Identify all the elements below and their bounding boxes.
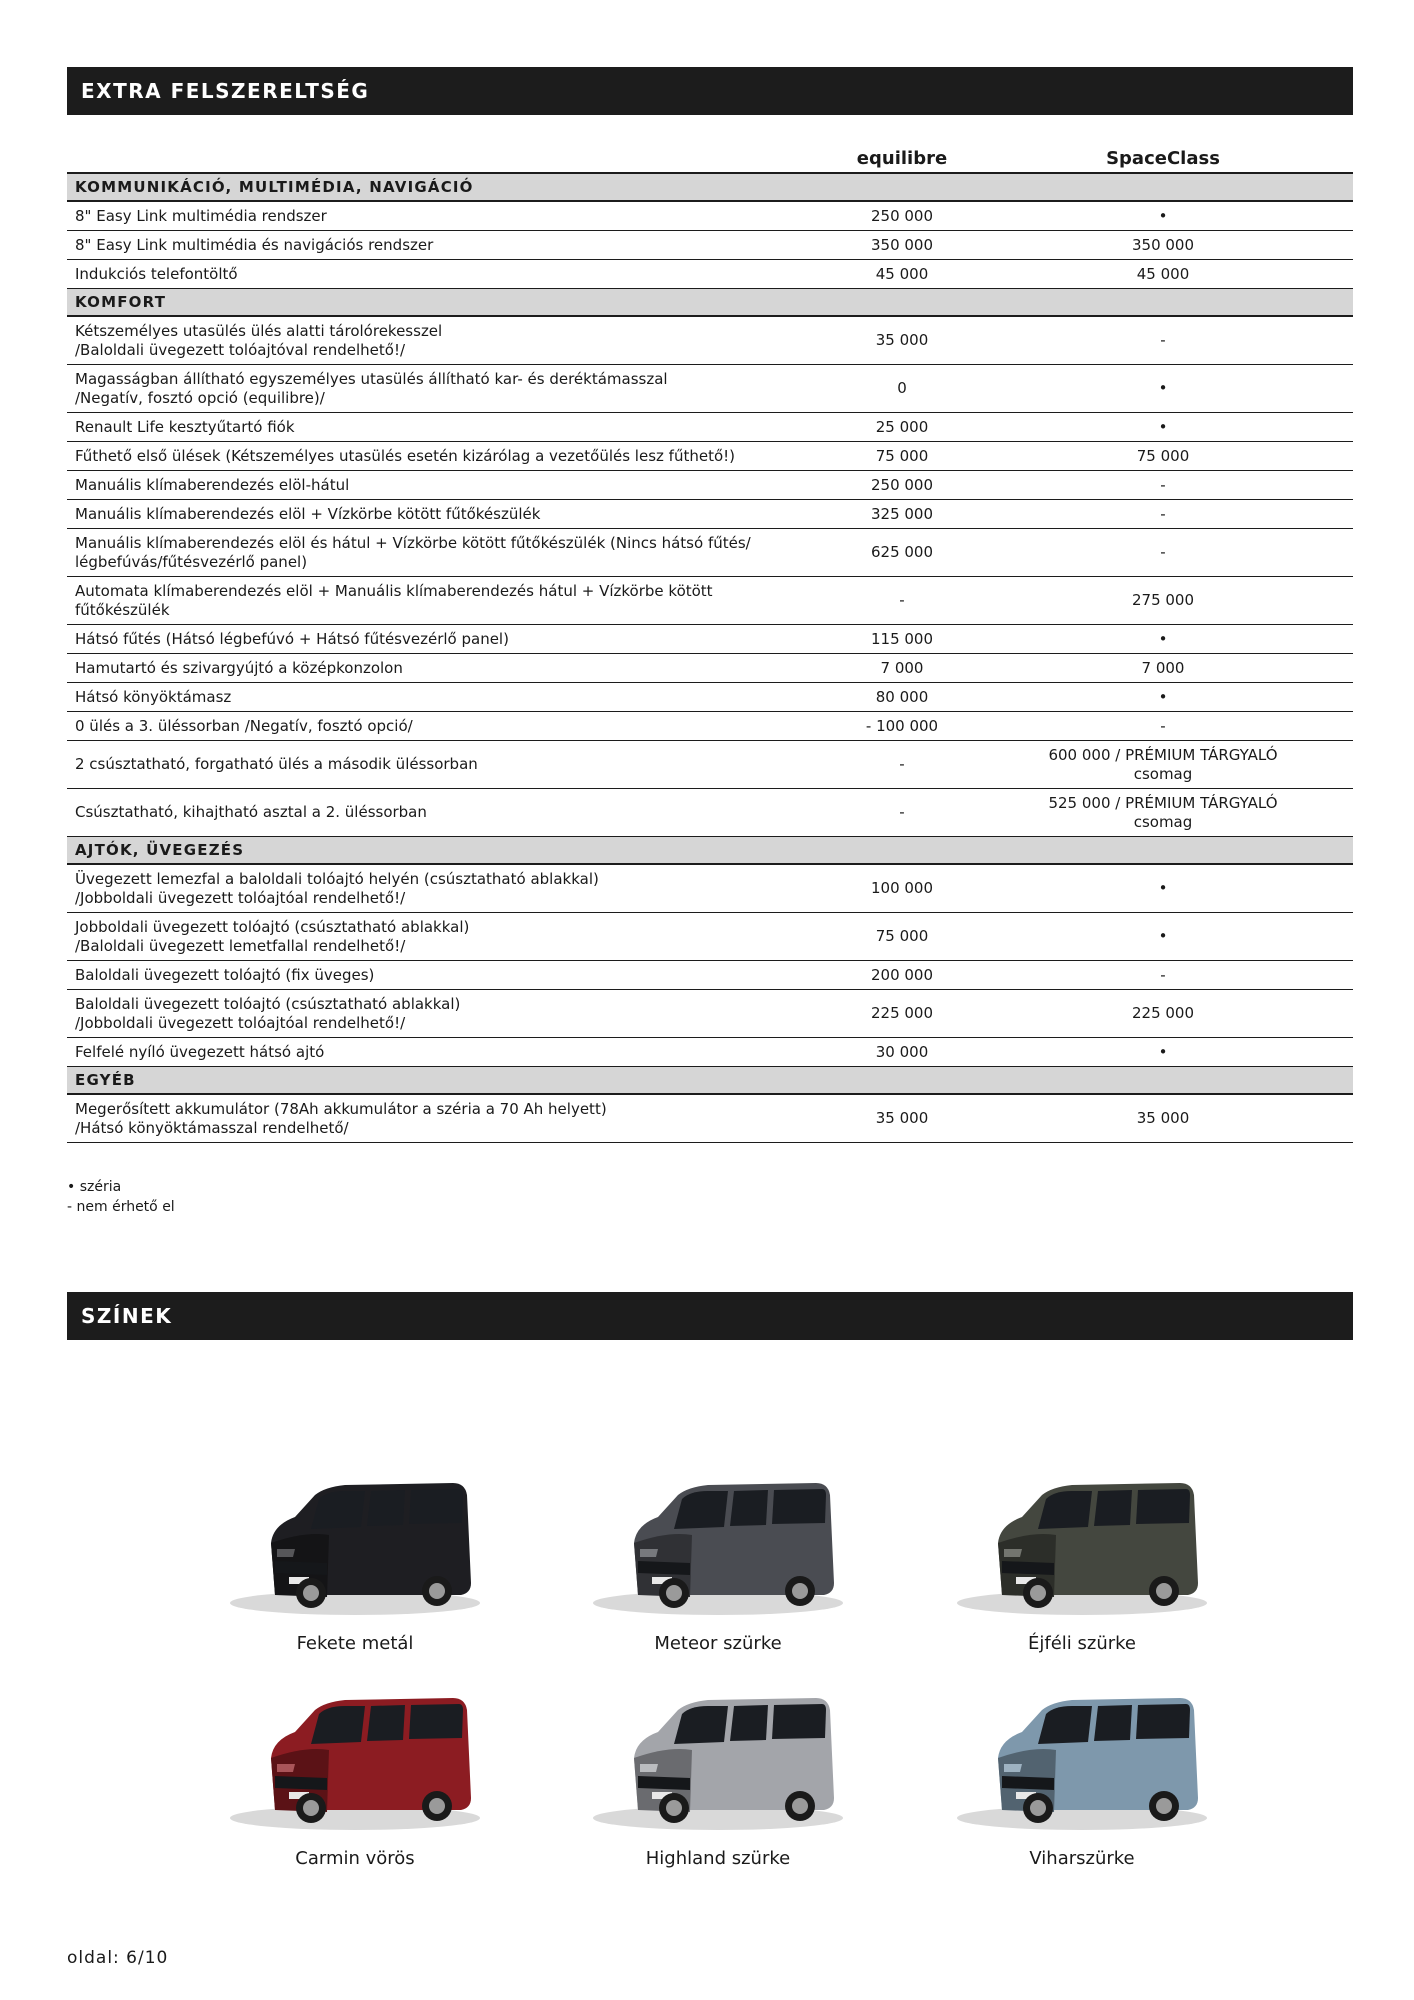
color-swatch [932,1465,1232,1654]
price-spaceclass: - [1160,504,1166,523]
price-spaceclass: • [1158,1042,1168,1061]
category-communication: KOMMUNIKÁCIÓ, MULTIMÉDIA, NAVIGÁCIÓ [67,174,1353,202]
page-number: oldal: 6/10 [67,1948,169,1968]
row-label: Megerősített akkumulátor (78Ah akkumulátor a széria a 70 Ah helyett) /Hátsó könyöktámasszal rendelhető/ [75,1099,607,1137]
color-name: Highland szürke [645,1848,791,1869]
price-spaceclass: • [1158,629,1168,648]
equipment-table [67,144,1353,1143]
table-row [67,990,1353,1038]
van-image [932,1465,1232,1625]
rows-other [67,1095,1353,1143]
row-label: Manuális klímaberendezés elöl-hátul [75,475,350,494]
column-header-row [67,144,1353,174]
column-header-spaceclass: SpaceClass [1106,148,1220,169]
price-equilibre: 250 000 [870,475,934,494]
color-name: Viharszürke [1029,1848,1135,1869]
row-label: Hátsó könyöktámasz [75,687,232,706]
row-label: Felfelé nyíló üvegezett hátsó ajtó [75,1042,325,1061]
price-equilibre: 80 000 [875,687,929,706]
van-image [205,1465,505,1625]
price-equilibre: 225 000 [870,1004,934,1022]
table-row [67,712,1353,741]
price-equilibre: 75 000 [875,446,929,465]
price-spaceclass: • [1158,687,1168,706]
row-label: Manuális klímaberendezés elöl + Vízkörbe kötött fűtőkészülék [75,504,541,523]
category-comfort: KOMFORT [67,289,1353,317]
row-label: Hátsó fűtés (Hátsó légbefúvó + Hátsó fűtésvezérlő panel) [75,629,509,648]
price-spaceclass: - [1160,965,1166,984]
table-row [67,741,1353,789]
section-title-extra: EXTRA FELSZERELTSÉG [67,67,1353,115]
price-equilibre: 30 000 [875,1042,929,1061]
legend-series: • széria [67,1179,122,1195]
price-spaceclass: • [1158,417,1168,436]
price-spaceclass: • [1158,206,1168,225]
table-row [67,413,1353,442]
row-label: Automata klímaberendezés elöl + Manuális klímaberendezés hátul + Vízkörbe kötött fűtőkészülék [75,581,713,619]
price-equilibre: 200 000 [870,965,934,984]
table-row [67,577,1353,625]
rows-comfort [67,317,1353,837]
color-name: Carmin vörös [295,1848,415,1869]
price-spaceclass: 350 000 [1131,235,1195,254]
table-row [67,442,1353,471]
price-equilibre: 45 000 [875,264,929,283]
price-equilibre: 625 000 [870,543,934,561]
price-equilibre: - 100 000 [865,716,939,735]
van-image [568,1465,868,1625]
price-spaceclass: 225 000 [1131,1004,1195,1022]
color-name: Fekete metál [296,1633,414,1654]
row-label: 2 csúsztatható, forgatható ülés a második üléssorban [75,755,478,773]
row-label: Kétszemélyes utasülés ülés alatti tárolórekesszel /Baloldali üvegezett tolóajtóval rendelhető!/ [75,321,443,359]
table-row [67,789,1353,837]
price-spaceclass: 525 000 / PRÉMIUM TÁRGYALÓ csomag [1048,793,1278,831]
price-spaceclass: • [1158,379,1168,397]
price-equilibre: 250 000 [870,206,934,225]
price-equilibre: 75 000 [875,927,929,945]
row-label: Indukciós telefontöltő [75,264,238,283]
table-row [67,1038,1353,1067]
legend [67,1177,175,1217]
price-equilibre: 0 [897,379,907,397]
table-row [67,865,1353,913]
table-row [67,365,1353,413]
price-equilibre: 25 000 [875,417,929,436]
price-equilibre: - [899,803,905,821]
van-image [205,1680,505,1840]
table-row [67,625,1353,654]
table-row [67,913,1353,961]
table-row [67,231,1353,260]
price-equilibre: - [899,755,905,773]
price-spaceclass: 45 000 [1136,264,1190,283]
row-label: 8" Easy Link multimédia rendszer [75,206,327,225]
table-row [67,961,1353,990]
color-swatch [932,1680,1232,1869]
price-spaceclass: • [1158,879,1168,897]
rows-doors [67,865,1353,1067]
table-row [67,317,1353,365]
row-label: Hamutartó és szivargyújtó a középkonzolon [75,658,403,677]
color-swatch [205,1465,505,1654]
row-label: Manuális klímaberendezés elöl és hátul + Vízkörbe kötött fűtőkészülék (Nincs hátsó fűtés/ légbefúvás/fűtésvezérlő panel) [75,533,751,571]
price-equilibre: 115 000 [870,629,934,648]
table-row [67,500,1353,529]
row-label: 8" Easy Link multimédia és navigációs rendszer [75,235,434,254]
column-header-equilibre: equilibre [856,148,948,169]
table-row [67,471,1353,500]
section-title-colors: SZÍNEK [67,1292,1353,1340]
price-equilibre: 100 000 [870,879,934,897]
color-name: Éjféli szürke [1028,1633,1136,1654]
price-spaceclass: 275 000 [1131,591,1195,609]
price-spaceclass: • [1158,927,1168,945]
category-other: EGYÉB [67,1067,1353,1095]
price-spaceclass: 35 000 [1136,1109,1190,1127]
price-equilibre: - [899,591,905,609]
category-doors: AJTÓK, ÜVEGEZÉS [67,837,1353,865]
price-equilibre: 325 000 [870,504,934,523]
price-spaceclass: 7 000 [1141,658,1185,677]
van-image [932,1680,1232,1840]
table-row [67,260,1353,289]
row-label: Jobboldali üvegezett tolóajtó (csúsztatható ablakkal) /Baloldali üvegezett lemetfallal rendelhető!/ [75,917,470,955]
row-label: Csúsztatható, kihajtható asztal a 2. üléssorban [75,803,427,821]
color-name: Meteor szürke [654,1633,782,1654]
row-label: Renault Life kesztyűtartó fiók [75,417,295,436]
row-label: Baloldali üvegezett tolóajtó (csúsztatható ablakkal) /Jobboldali üvegezett tolóajtóal rendelhető!/ [75,994,461,1032]
table-row [67,683,1353,712]
row-label: 0 ülés a 3. üléssorban /Negatív, fosztó opció/ [75,716,413,735]
legend-unavailable: - nem érhető el [67,1199,175,1215]
price-equilibre: 35 000 [875,331,929,349]
price-spaceclass: - [1160,475,1166,494]
price-equilibre: 350 000 [870,235,934,254]
color-swatch [568,1680,868,1869]
price-equilibre: 35 000 [875,1109,929,1127]
price-equilibre: 7 000 [880,658,924,677]
van-image [568,1680,868,1840]
price-spaceclass: 600 000 / PRÉMIUM TÁRGYALÓ csomag [1048,745,1278,783]
row-label: Üvegezett lemezfal a baloldali tolóajtó helyén (csúsztatható ablakkal) /Jobboldali üvegezett tolóajtóal rendelhető!/ [75,869,599,907]
color-swatch [568,1465,868,1654]
table-row [67,202,1353,231]
row-label: Fűthető első ülések (Kétszemélyes utasülés esetén kizárólag a vezetőülés lesz fűthető!) [75,446,735,465]
price-spaceclass: - [1160,331,1166,349]
price-spaceclass: - [1160,543,1166,561]
rows-communication [67,202,1353,289]
row-label: Baloldali üvegezett tolóajtó (fix üveges) [75,965,375,984]
table-row [67,1095,1353,1143]
color-swatch [205,1680,505,1869]
price-spaceclass: - [1160,716,1166,735]
price-spaceclass: 75 000 [1136,446,1190,465]
table-row [67,529,1353,577]
row-label: Magasságban állítható egyszemélyes utasülés állítható kar- és deréktámasszal /Negatív, fosztó opció (equilibre)/ [75,369,668,407]
table-row [67,654,1353,683]
